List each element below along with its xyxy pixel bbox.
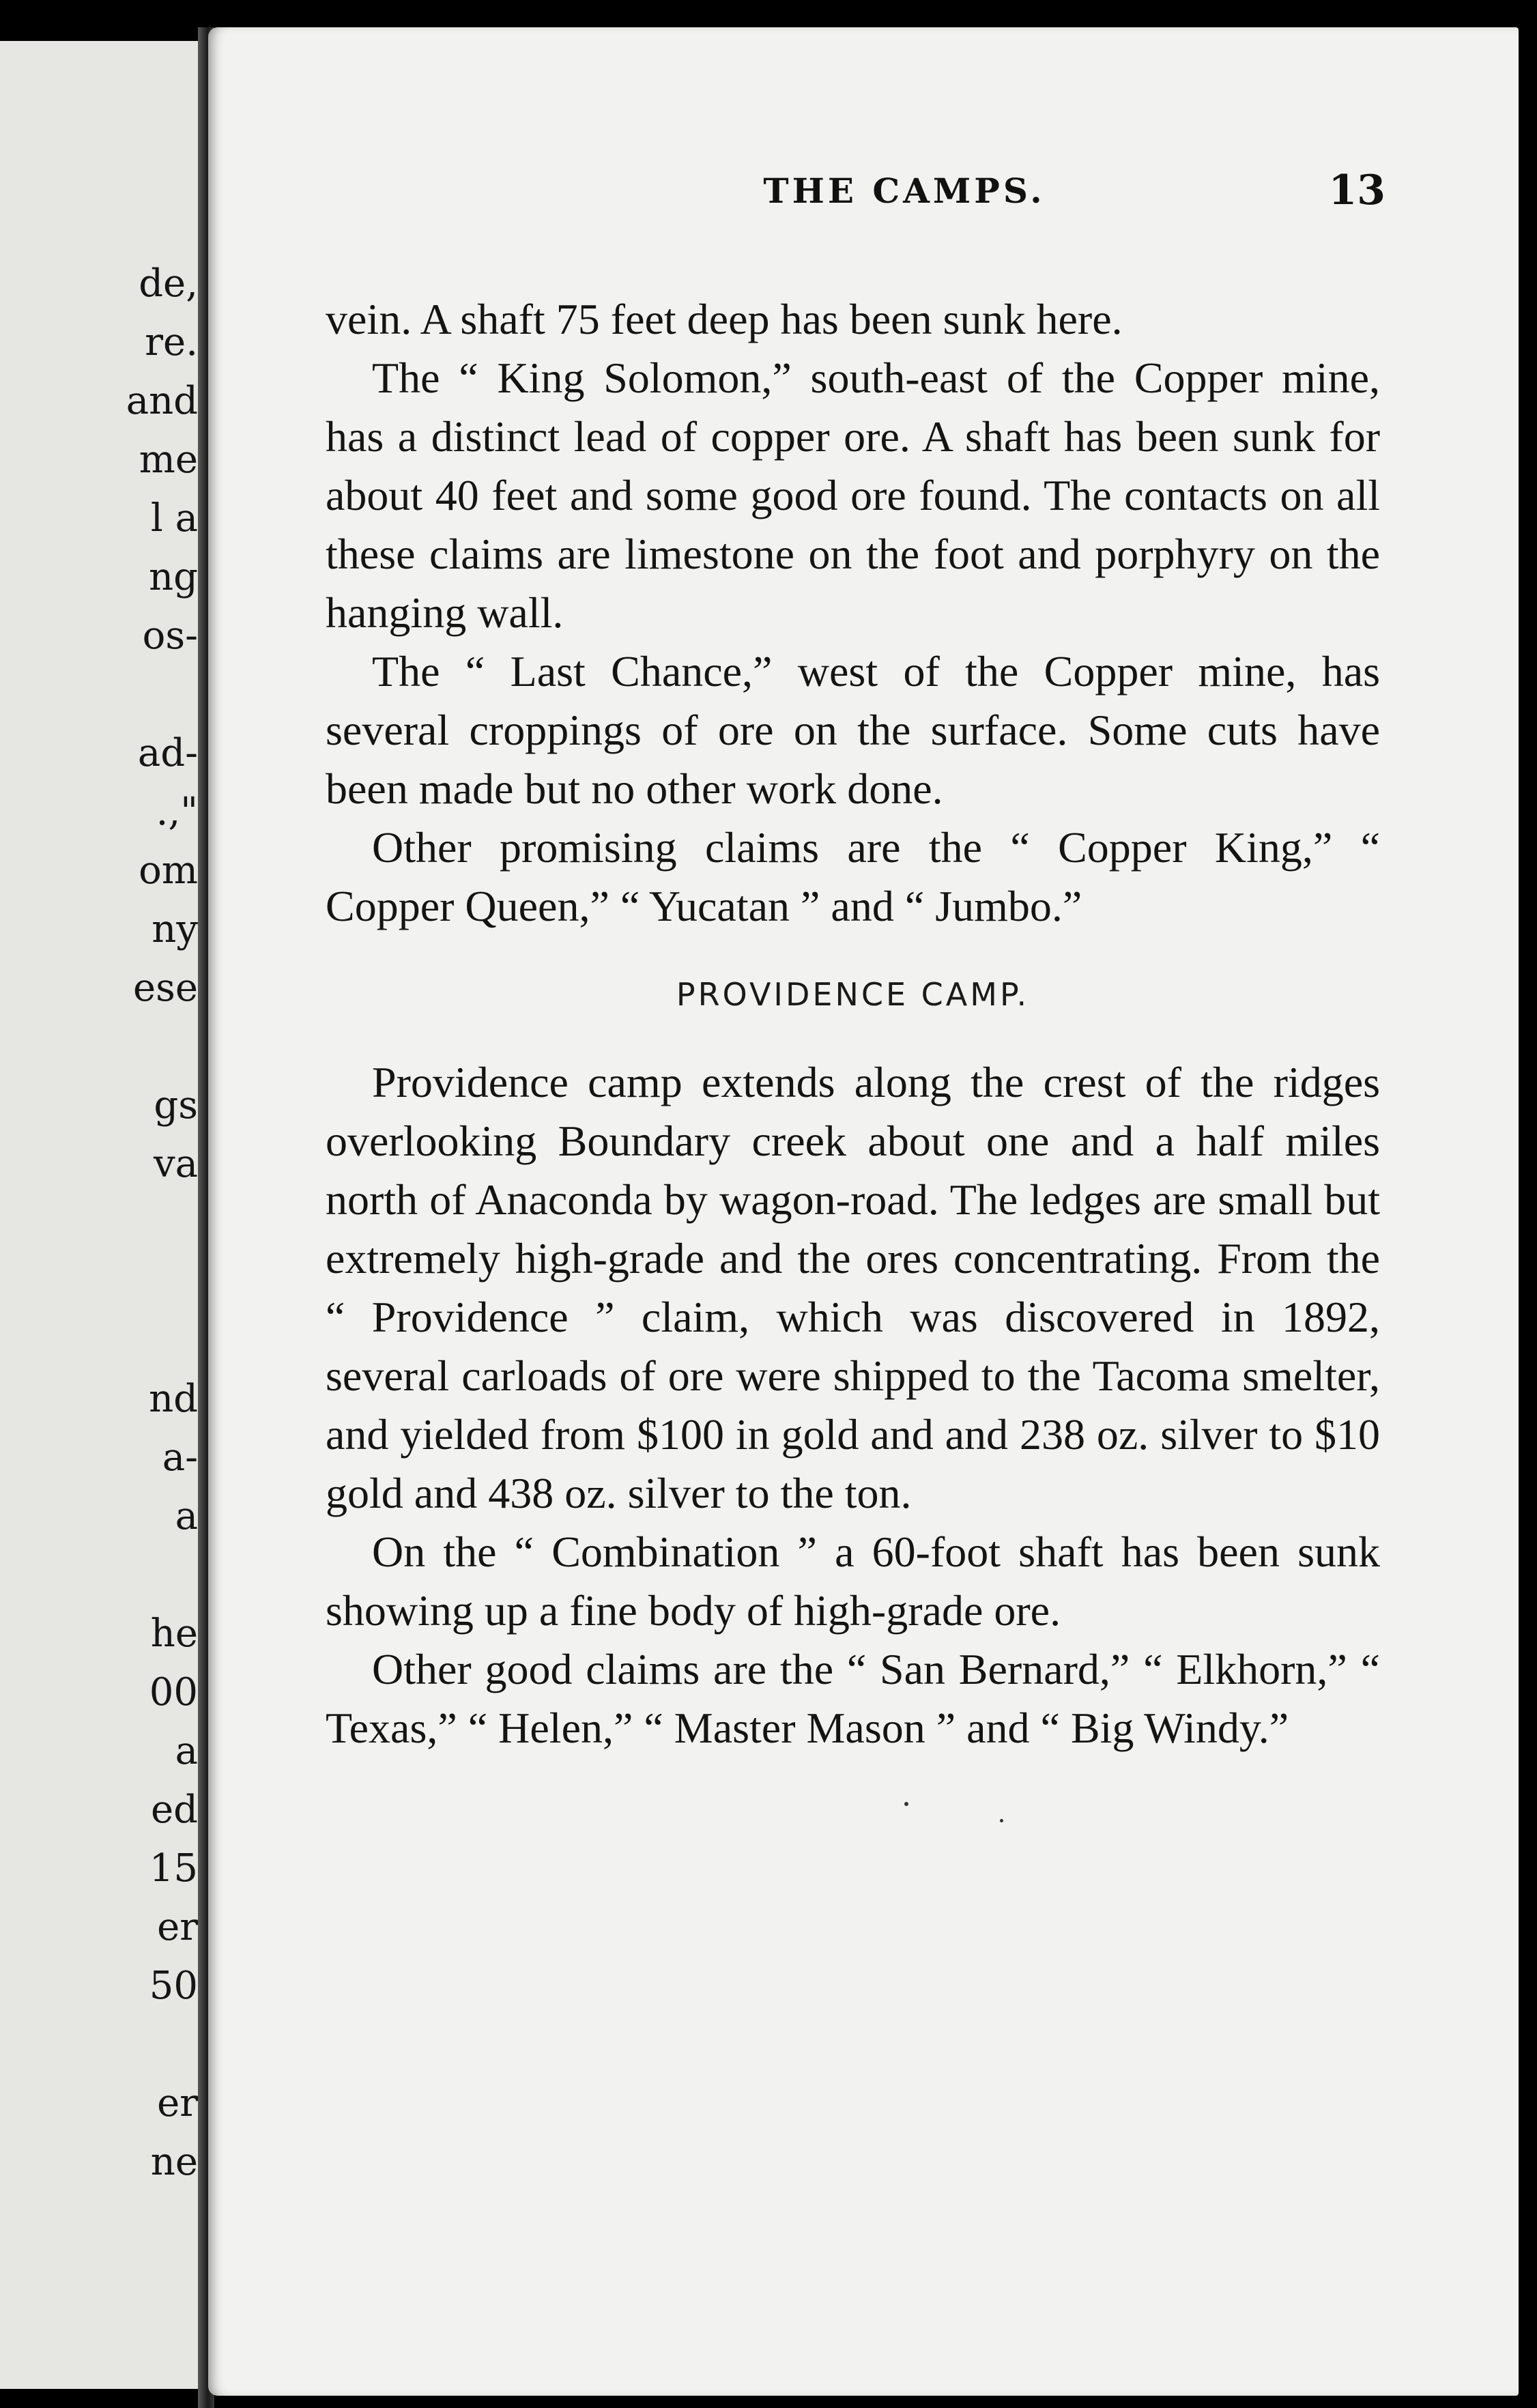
page-number: 13 [1328, 167, 1385, 214]
facing-page-fragment: me [139, 438, 198, 482]
facing-page-fragment: l a [150, 496, 198, 541]
paragraph: The “ Last Chance,” west of the Copper mine, has several croppings of ore on the surface. Some cuts have been made but no other work done. [326, 647, 1380, 813]
ink-speck [1000, 1819, 1003, 1822]
facing-page-fragment: a- [162, 1435, 198, 1480]
section-heading: PROVIDENCE CAMP. [676, 976, 1030, 1013]
paragraph: Other good claims are the “ San Bernard,” “ Elkhorn,” “ Texas,” “ Helen,” “ Master Mason ” and “ Big Windy.” [326, 1645, 1380, 1752]
facing-page-fragment: a [175, 1494, 198, 1538]
facing-page-fragment: gs [154, 1083, 198, 1128]
book-page [208, 27, 1519, 2396]
running-title: THE CAMPS. [763, 171, 1046, 211]
facing-page-fragment: 50 [149, 1964, 198, 2008]
facing-page-fragment: 00 [149, 1670, 198, 1715]
paragraph: On the “ Combination ” a 60-foot shaft has been sunk showing up a fine body of high-grade ore. [326, 1528, 1380, 1635]
facing-page-fragment: ed [151, 1788, 198, 1832]
facing-page-fragment: ad- [137, 731, 198, 775]
running-head [208, 167, 1519, 218]
facing-page-edge [0, 41, 198, 2389]
facing-page-fragment: he [150, 1611, 198, 1656]
facing-page-fragment: ese [132, 966, 198, 1010]
paragraph: Providence camp extends along the crest of the ridges overlooking Boundary creek about one and a half miles north of Anaconda by wagon-road. The ledges are small but extremely high-grade and the ores concentrating. From the “ Providence ” claim, which was discovered in 1892, several carloads of ore were shipped to the Tacoma smelter, and yielded from $100 in gold and and 238 oz. silver to $10 gold and 438 oz. silver to the ton. [326, 1058, 1380, 1517]
ink-speck [904, 1802, 908, 1806]
facing-page-fragment: and [126, 379, 198, 423]
facing-page-fragment: .," [156, 790, 198, 834]
paragraph: The “ King Solomon,” south-east of the Copper mine, has a distinct lead of copper ore. A shaft has been sunk for about 40 feet and some good ore found. The contacts on all these claims are limestone on the foot and porphyry on the hanging wall. [326, 354, 1380, 637]
paragraph: vein. A shaft 75 feet deep has been sunk here. [326, 295, 1123, 343]
facing-page-fragment: 15 [149, 1846, 198, 1891]
facing-page-fragment: os- [142, 614, 198, 658]
body-text [326, 290, 1380, 1758]
facing-page-fragment: re. [145, 320, 198, 364]
facing-page-fragment: er [157, 1905, 198, 1949]
facing-page-fragment: a [175, 1729, 198, 1773]
facing-page-fragment: de, [139, 261, 198, 306]
facing-page-fragment: ne [150, 2140, 198, 2184]
paragraph: Other promising claims are the “ Copper King,” “ Copper Queen,” “ Yucatan ” and “ Jumbo.” [326, 823, 1380, 930]
facing-page-fragment: ny [152, 907, 198, 951]
facing-page-fragment: nd [149, 1377, 198, 1421]
facing-page-fragment: va [153, 1142, 198, 1186]
facing-page-fragment: ng [149, 555, 198, 599]
facing-page-fragment: om [139, 848, 198, 893]
facing-page-fragment: er [157, 2081, 198, 2125]
